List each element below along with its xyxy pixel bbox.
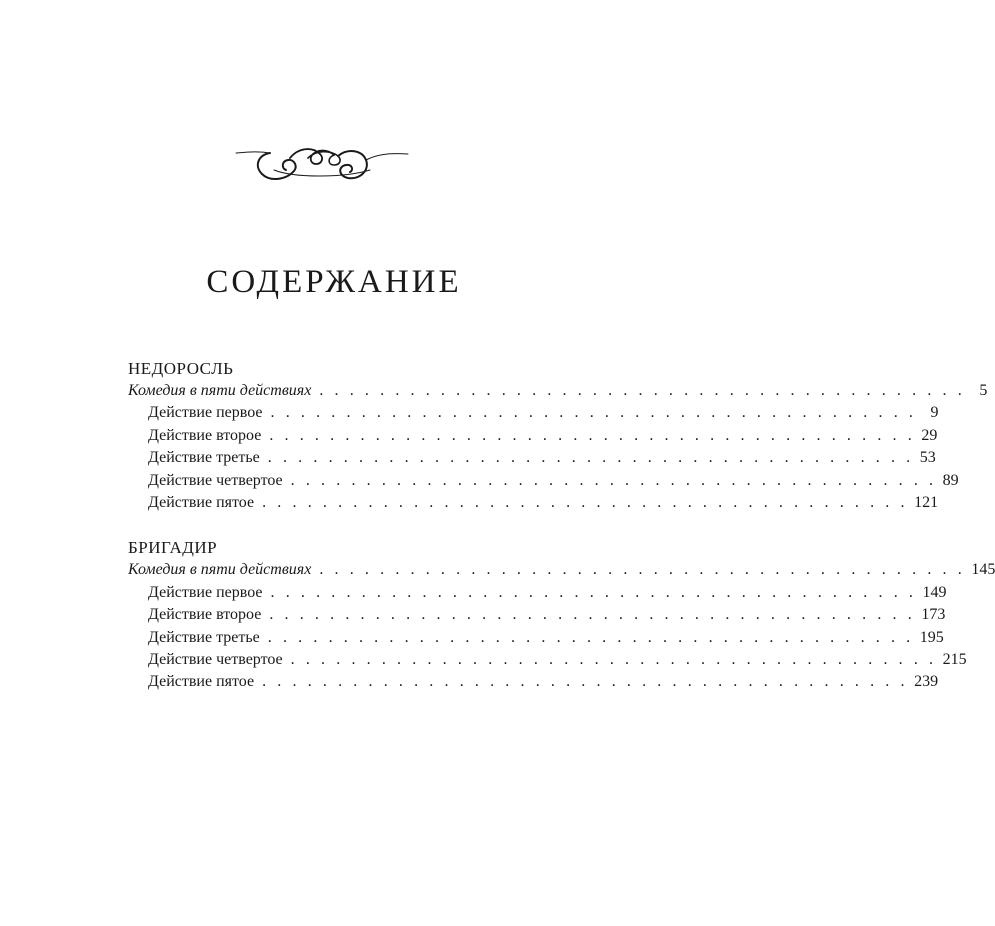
dot-leader: . . . . . . . . . . . . . . . . . . . . . . . . . . . . . . . . . . . . . . . . . . . [270,404,917,422]
toc-entry[interactable] [128,492,939,514]
entry-page-number: 53 [919,449,936,467]
toc-section-brigadir [128,537,995,693]
toc-entry[interactable] [128,447,936,469]
dot-leader: . . . . . . . . . . . . . . . . . . . . . . . . . . . . . . . . . . . . . . . . . . . [270,583,917,601]
toc-entry[interactable] [128,671,939,693]
toc-entry[interactable] [128,649,967,671]
entry-label: Действие первое [148,404,263,422]
toc-entry[interactable] [128,627,944,649]
dot-leader: . . . . . . . . . . . . . . . . . . . . . . . . . . . . . . . . . . . . . . . . . . . [262,673,909,691]
section-title: НЕДОРОСЛЬ [128,359,234,378]
toc-entry-subtitle[interactable] [128,380,988,402]
toc-entry[interactable] [128,470,959,492]
entry-page-number: 149 [922,583,947,601]
dot-leader: . . . . . . . . . . . . . . . . . . . . . . . . . . . . . . . . . . . . . . . . . . . [269,606,916,624]
toc-entry[interactable] [128,402,939,424]
entry-label: Действие пятое [148,673,255,691]
dot-leader: . . . . . . . . . . . . . . . . . . . . . . . . . . . . . . . . . . . . . . . . . . . [290,471,937,489]
entry-page-number: 173 [921,606,946,624]
dot-leader: . . . . . . . . . . . . . . . . . . . . . . . . . . . . . . . . . . . . . . . . . . . [269,426,916,444]
entry-page-number: 239 [914,673,939,691]
entry-label: Комедия в пяти действиях [128,382,312,399]
dot-leader: . . . . . . . . . . . . . . . . . . . . . . . . . . . . . . . . . . . . . . . . . . . [267,449,914,467]
entry-page-number: 9 [930,404,939,422]
entry-page-number: 145 [971,561,995,579]
dot-leader: . . . . . . . . . . . . . . . . . . . . . . . . . . . . . . . . . . . . . . . . . . . [290,650,937,668]
entry-label: Действие второе [148,606,262,624]
section-title: БРИГАДИР [128,538,218,558]
dot-leader: . . . . . . . . . . . . . . . . . . . . . . . . . . . . . . . . . . . . . . . . . . . [319,561,966,579]
dot-leader: . . . . . . . . . . . . . . . . . . . . . . . . . . . . . . . . . . . . . . . . . . . [267,628,914,646]
decorative-flourish-ornament [234,138,410,188]
entry-page-number: 89 [942,471,959,489]
entry-label: Действие четвертое [148,471,283,489]
table-of-contents [128,358,995,694]
entry-label: Действие первое [148,583,263,601]
entry-label: Действие пятое [148,493,255,511]
entry-page-number: 195 [919,628,944,646]
entry-page-number: 121 [914,493,939,511]
dot-leader: . . . . . . . . . . . . . . . . . . . . . . . . . . . . . . . . . . . . . . . . . . . [319,382,966,399]
entry-label: Действие третье [148,628,260,646]
dot-leader: . . . . . . . . . . . . . . . . . . . . . . . . . . . . . . . . . . . . . . . . . . . [262,493,909,511]
entry-label: Действие второе [148,426,262,444]
entry-label: Комедия в пяти действиях [128,561,312,579]
entry-page-number: 5 [979,382,988,399]
toc-entry[interactable] [128,582,947,604]
entry-label: Действие четвертое [148,650,283,668]
toc-section-nedorosl [128,358,988,514]
toc-entry[interactable] [128,425,938,447]
entry-label: Действие третье [148,449,260,467]
page-title: СОДЕРЖАНИЕ [206,264,462,300]
entry-page-number: 29 [921,426,938,444]
entry-page-number: 215 [942,650,967,668]
toc-entry[interactable] [128,604,946,626]
toc-entry-subtitle[interactable] [128,559,995,581]
